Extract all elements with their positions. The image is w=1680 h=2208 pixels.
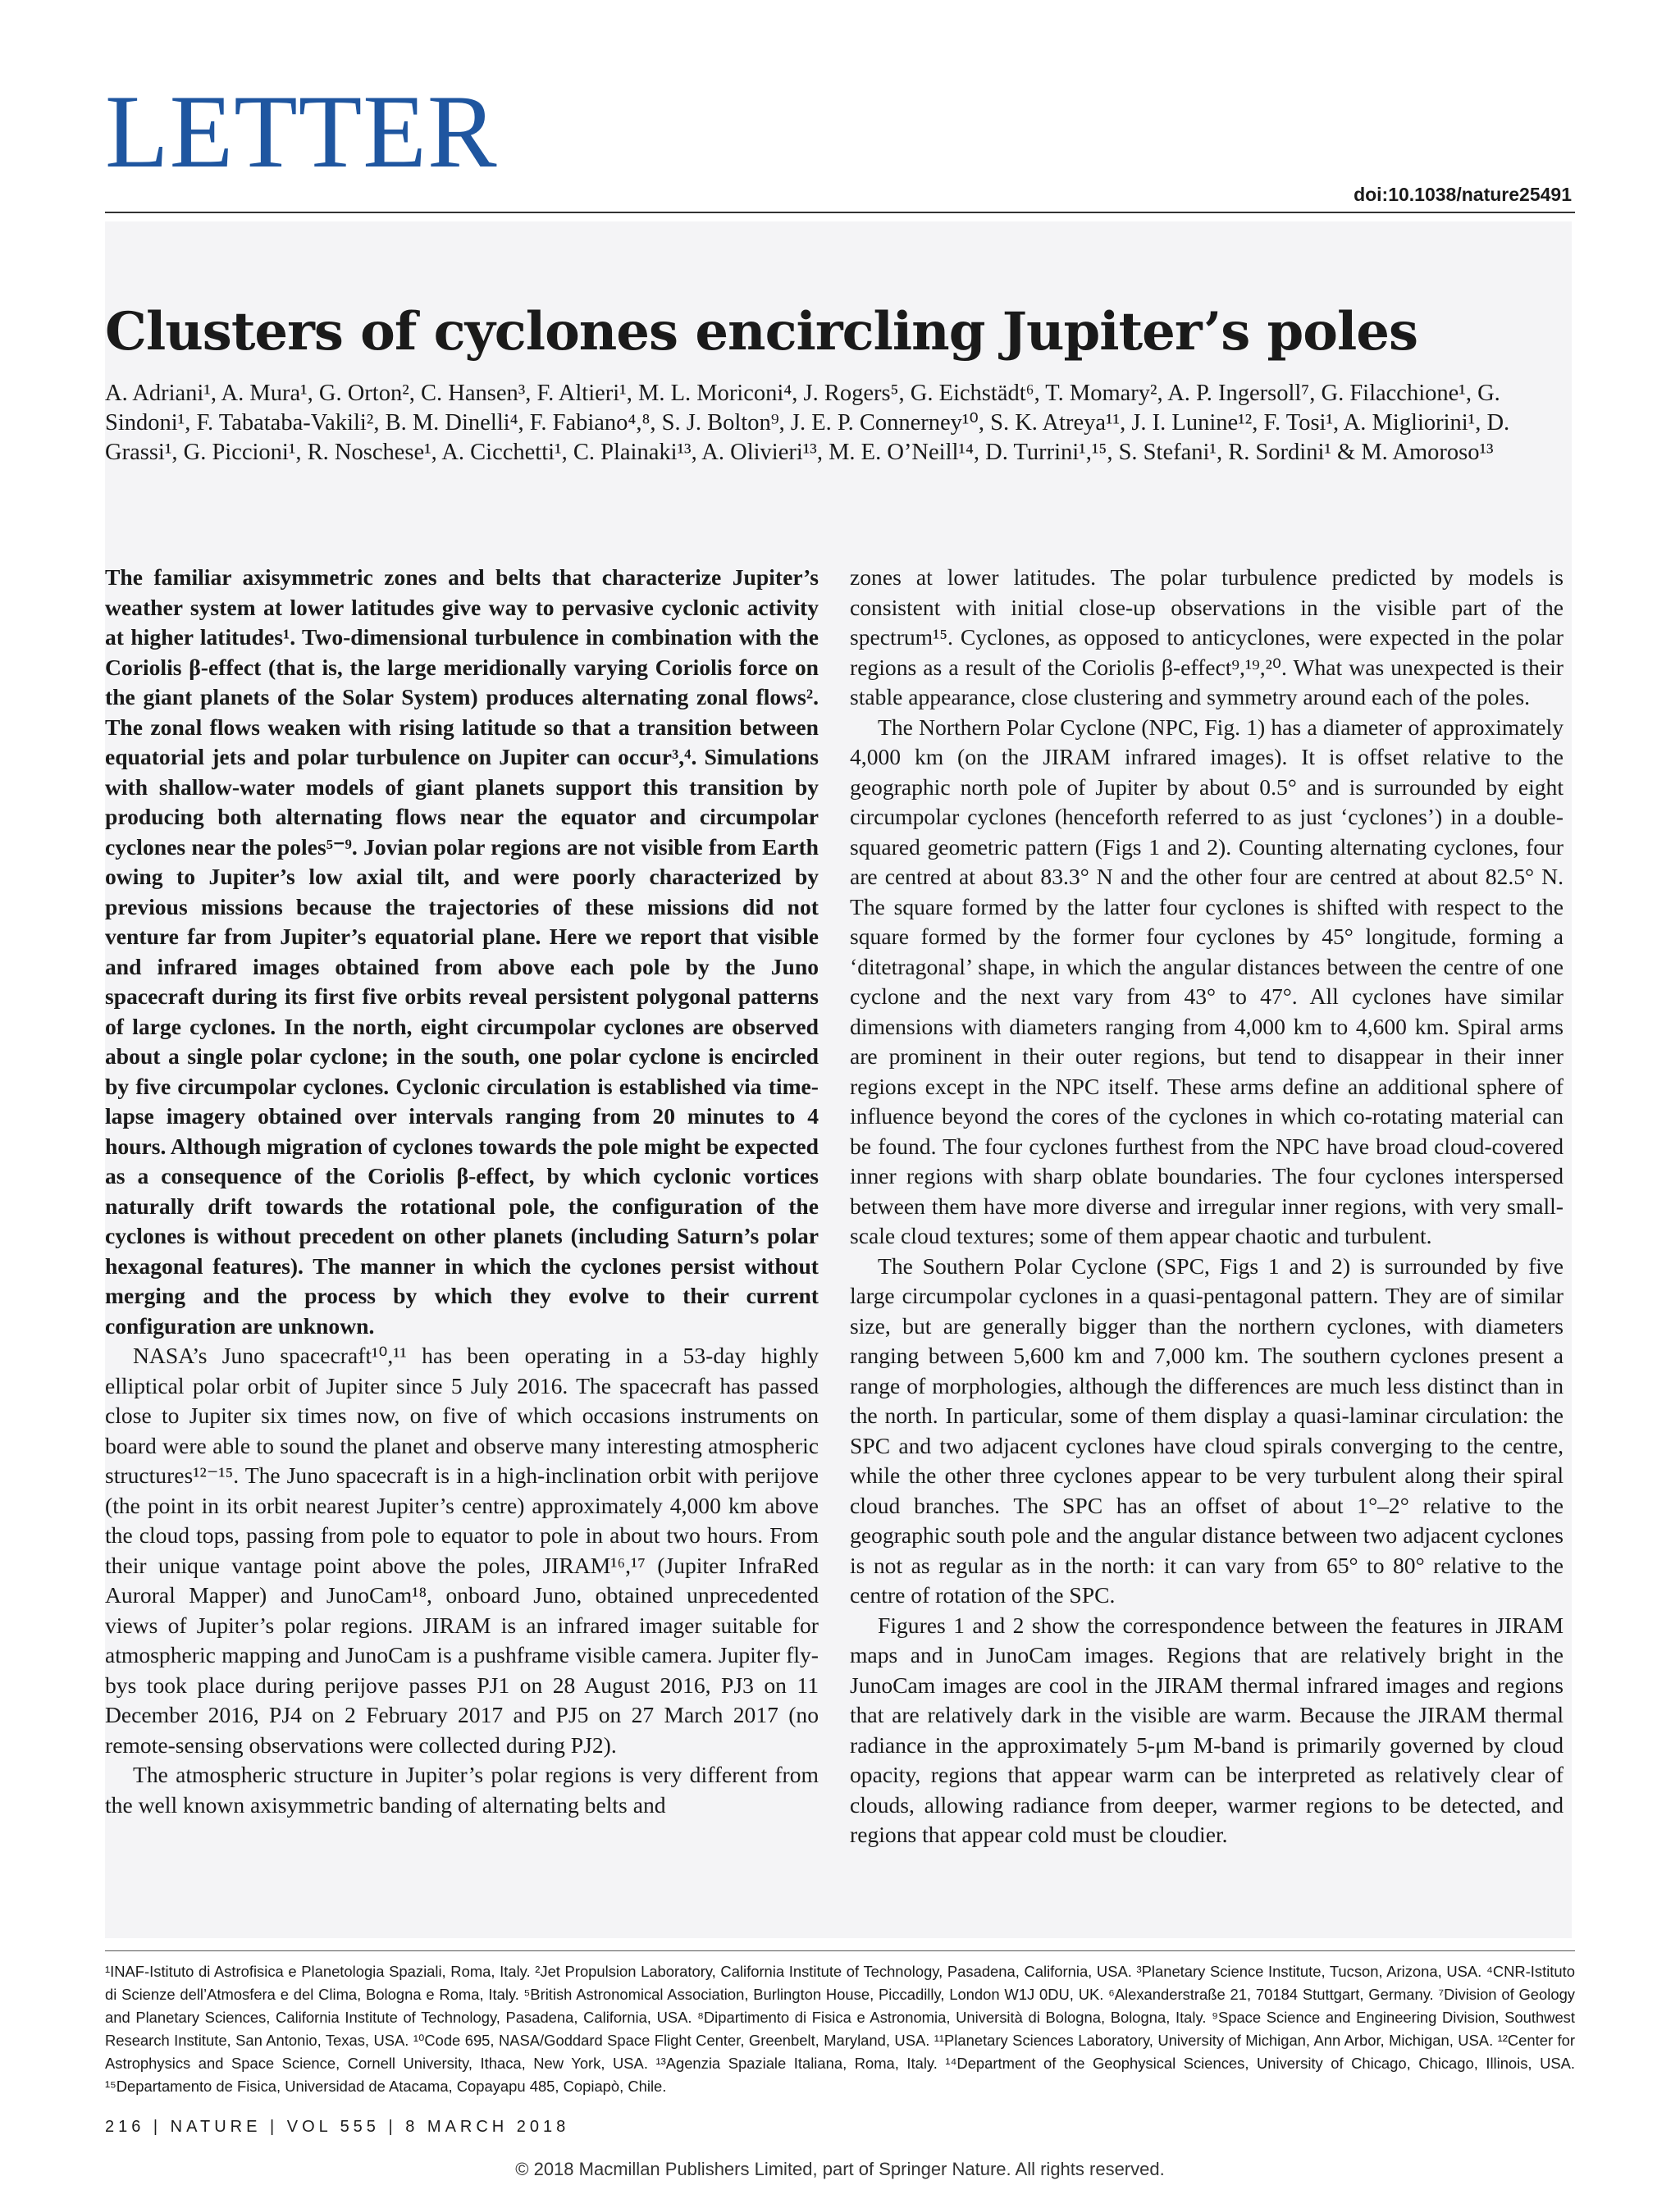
copyright-notice: © 2018 Macmillan Publishers Limited, part of Springer Nature. All rights reserved. <box>515 2159 1165 2179</box>
body-paragraph: The Northern Polar Cyclone (NPC, Fig. 1) has a diameter of approximately 4,000 km (on the JIRAM infrared images). It is offset relative to the geographic north pole of Jupiter by about 0.5° and is surrounded by eight circumpolar cyclones (henceforth referred to as just ‘cyclones’) in a double-squared geometric pattern (Figs 1 and 2). Counting alternating cyclones, four are centred at about 83.3° N and the other four are centred at about 82.5° N. The square formed by the latter four cyclones is shifted with respect to the square formed by the former four cyclones by 45° longitude, forming a ‘ditetragonal’ shape, in which the angular distances between the centre of one cyclone and the next vary from 43° to 47°. All cyclones have similar dimensions with diameters ranging from 4,000 km to 4,600 km. Spiral arms are prominent in their outer regions, but tend to disappear in their inner regions except in the NPC itself. These arms define an additional sphere of influence beyond the cores of the cyclones in which co-rotating material can be found. The four cyclones furthest from the NPC have broad cloud-covered inner regions with sharp oblate boundaries. The four cyclones interspersed between them have more diverse and irregular inner regions, with very small-scale cloud textures; some of them appear chaotic and turbulent. <box>850 714 1564 1248</box>
header-divider <box>105 212 1575 213</box>
left-column <box>105 563 819 1820</box>
affiliations-divider <box>105 1950 1575 1951</box>
affiliations: ¹INAF-Istituto di Astrofisica e Planetologia Spaziali, Roma, Italy. ²Jet Propulsion Laboratory, California Institute of Technology, Pasadena, California, USA. ³Planetary Science Institute, Tucson, Arizona, USA. ⁴CNR-Istituto di Scienze dell’Atmosfera e del Clima, Bologna e Roma, Italy. ⁵British Astronomical Association, Burlington House, Piccadilly, London W1J 0DU, UK. ⁶Alexanderstraße 21, 70184 Stuttgart, Germany. ⁷Division of Geology and Planetary Sciences, California Institute of Technology, Pasadena, California, USA. ⁸Dipartimento di Fisica e Astronomia, Università di Bologna, Bologna, Italy. ⁹Space Science and Engineering Division, Southwest Research Institute, San Antonio, Texas, USA. ¹⁰Code 695, NASA/Goddard Space Flight Center, Greenbelt, Maryland, USA. ¹¹Planetary Sciences Laboratory, University of Michigan, Ann Arbor, Michigan, USA. ¹²Center for Astrophysics and Space Science, Cornell University, Ithaca, New York, USA. ¹³Agenzia Spaziale Italiana, Roma, Italy. ¹⁴Department of the Geophysical Sciences, University of Chicago, Chicago, Illinois, USA. ¹⁵Departamento de Fisica, Universidad de Atacama, Copayapu 485, Copiapò, Chile. <box>105 1963 1575 2095</box>
body-paragraph: zones at lower latitudes. The polar turbulence predicted by models is consistent with initial close-up observations in the visible part of the spectrum¹⁵. Cyclones, as opposed to anticyclones, were expected in the polar regions as a result of the Coriolis β-effect⁹,¹⁹,²⁰. What was unexpected is their stable appearance, close clustering and symmetry around each of the poles. <box>850 564 1564 709</box>
body-paragraph: Figures 1 and 2 show the correspondence between the features in JIRAM maps and in JunoCam images. Regions that are relatively bright in the JunoCam images are cool in the JIRAM thermal infrared images and regions that are relatively dark in the visible are warm. Because the JIRAM thermal radiance in the approximately 5-μm M-band is primarily governed by cloud opacity, regions that appear warm can be interpreted as relatively clear of clouds, allowing radiance from deeper, warmer regions to be detected, and regions that appear cold must be cloudier. <box>850 1612 1564 1847</box>
doi-link[interactable]: doi:10.1038/nature25491 <box>1354 184 1572 205</box>
author-list: A. Adriani¹, A. Mura¹, G. Orton², C. Hansen³, F. Altieri¹, M. L. Moriconi⁴, J. Rogers⁵, G. Eichstädt⁶, T. Momary², A. P. Ingersoll⁷, G. Filacchione¹, G. Sindoni¹, F. Tabataba-Vakili², B. M. Dinelli⁴, F. Fabiano⁴,⁸, S. J. Bolton⁹, J. E. P. Connerney¹⁰, S. K. Atreya¹¹, J. I. Lunine¹², F. Tosi¹, A. Migliorini¹, D. Grassi¹, G. Piccioni¹, R. Noschese¹, A. Cicchetti¹, C. Plainaki¹³, A. Olivieri¹³, M. E. O’Neill¹⁴, D. Turrini¹,¹⁵, S. Stefani¹, R. Sordini¹ & M. Amoroso¹³ <box>105 381 1510 465</box>
right-column <box>850 563 1564 1850</box>
body-paragraph: The atmospheric structure in Jupiter’s polar regions is very different from the well known axisymmetric banding of alternating belts and <box>105 1762 819 1818</box>
article-title: Clusters of cyclones encircling Jupiter’s poles <box>105 301 1418 363</box>
page-footer: 216 | NATURE | VOL 555 | 8 MARCH 2018 <box>105 2118 570 2136</box>
abstract: The familiar axisymmetric zones and belts that characterize Jupiter’s weather system at lower latitudes give way to pervasive cyclonic activity at higher latitudes¹. Two-dimensional turbulence in combination with the Coriolis β-effect (that is, the large meridionally varying Coriolis force on the giant planets of the Solar System) produces alternating zonal flows². The zonal flows weaken with rising latitude so that a transition between equatorial jets and polar turbulence on Jupiter can occur³,⁴. Simulations with shallow-water models of giant planets support this transition by producing both alternating flows near the equator and circumpolar cyclones near the poles⁵⁻⁹. Jovian polar regions are not visible from Earth owing to Jupiter’s low axial tilt, and were poorly characterized by previous missions because the trajectories of these missions did not venture far from Jupiter’s equatorial plane. Here we report that visible and infrared images obtained from above each pole by the Juno spacecraft during its first five orbits reveal persistent polygonal patterns of large cyclones. In the north, eight circumpolar cyclones are observed about a single polar cyclone; in the south, one polar cyclone is encircled by five circumpolar cyclones. Cyclonic circulation is established via time-lapse imagery obtained over intervals ranging from 20 minutes to 4 hours. Although migration of cyclones towards the pole might be expected as a consequence of the Coriolis β-effect, by which cyclonic vortices naturally drift towards the rotational pole, the configuration of the cyclones is without precedent on other planets (including Saturn’s polar hexagonal features). The manner in which the cyclones persist without merging and the process by which they evolve to their current configuration are unknown. <box>105 564 819 1339</box>
body-paragraph: NASA’s Juno spacecraft¹⁰,¹¹ has been operating in a 53-day highly elliptical polar orbit of Jupiter since 5 July 2016. The spacecraft has passed close to Jupiter six times now, on five of which occasions instruments on board were able to sound the planet and observe many interesting atmospheric structures¹²⁻¹⁵. The Juno spacecraft is in a high-inclination orbit with perijove (the point in its orbit nearest Jupiter’s centre) approximately 4,000 km above the cloud tops, passing from pole to equator to pole in about two hours. From their unique vantage point above the poles, JIRAM¹⁶,¹⁷ (Jupiter InfraRed Auroral Mapper) and JunoCam¹⁸, onboard Juno, obtained unprecedented views of Jupiter’s polar regions. JIRAM is an infrared imager suitable for atmospheric mapping and JunoCam is a pushframe visible camera. Jupiter fly-bys took place during perijove passes PJ1 on 28 August 2016, PJ3 on 11 December 2016, PJ4 on 2 February 2017 and PJ5 on 27 March 2017 (no remote-sensing observations were collected during PJ2). <box>105 1343 819 1758</box>
section-label: LETTER <box>105 75 498 189</box>
body-paragraph: The Southern Polar Cyclone (SPC, Figs 1 and 2) is surrounded by five large circumpolar cyclones in a quasi-pentagonal pattern. They are of similar size, but are generally bigger than the northern cyclones, with diameters ranging between 5,600 km and 7,000 km. The southern cyclones present a range of morphologies, although the differences are much less distinct than in the north. In particular, some of them display a quasi-laminar circulation: the SPC and two adjacent cyclones have cloud spirals converging to the centre, while the other three cyclones appear to be very turbulent along their spiral cloud branches. The SPC has an offset of about 1°–2° relative to the geographic south pole and the angular distance between two adjacent cyclones is not as regular as in the north: it can vary from 65° to 80° relative to the centre of rotation of the SPC. <box>850 1252 1564 1608</box>
